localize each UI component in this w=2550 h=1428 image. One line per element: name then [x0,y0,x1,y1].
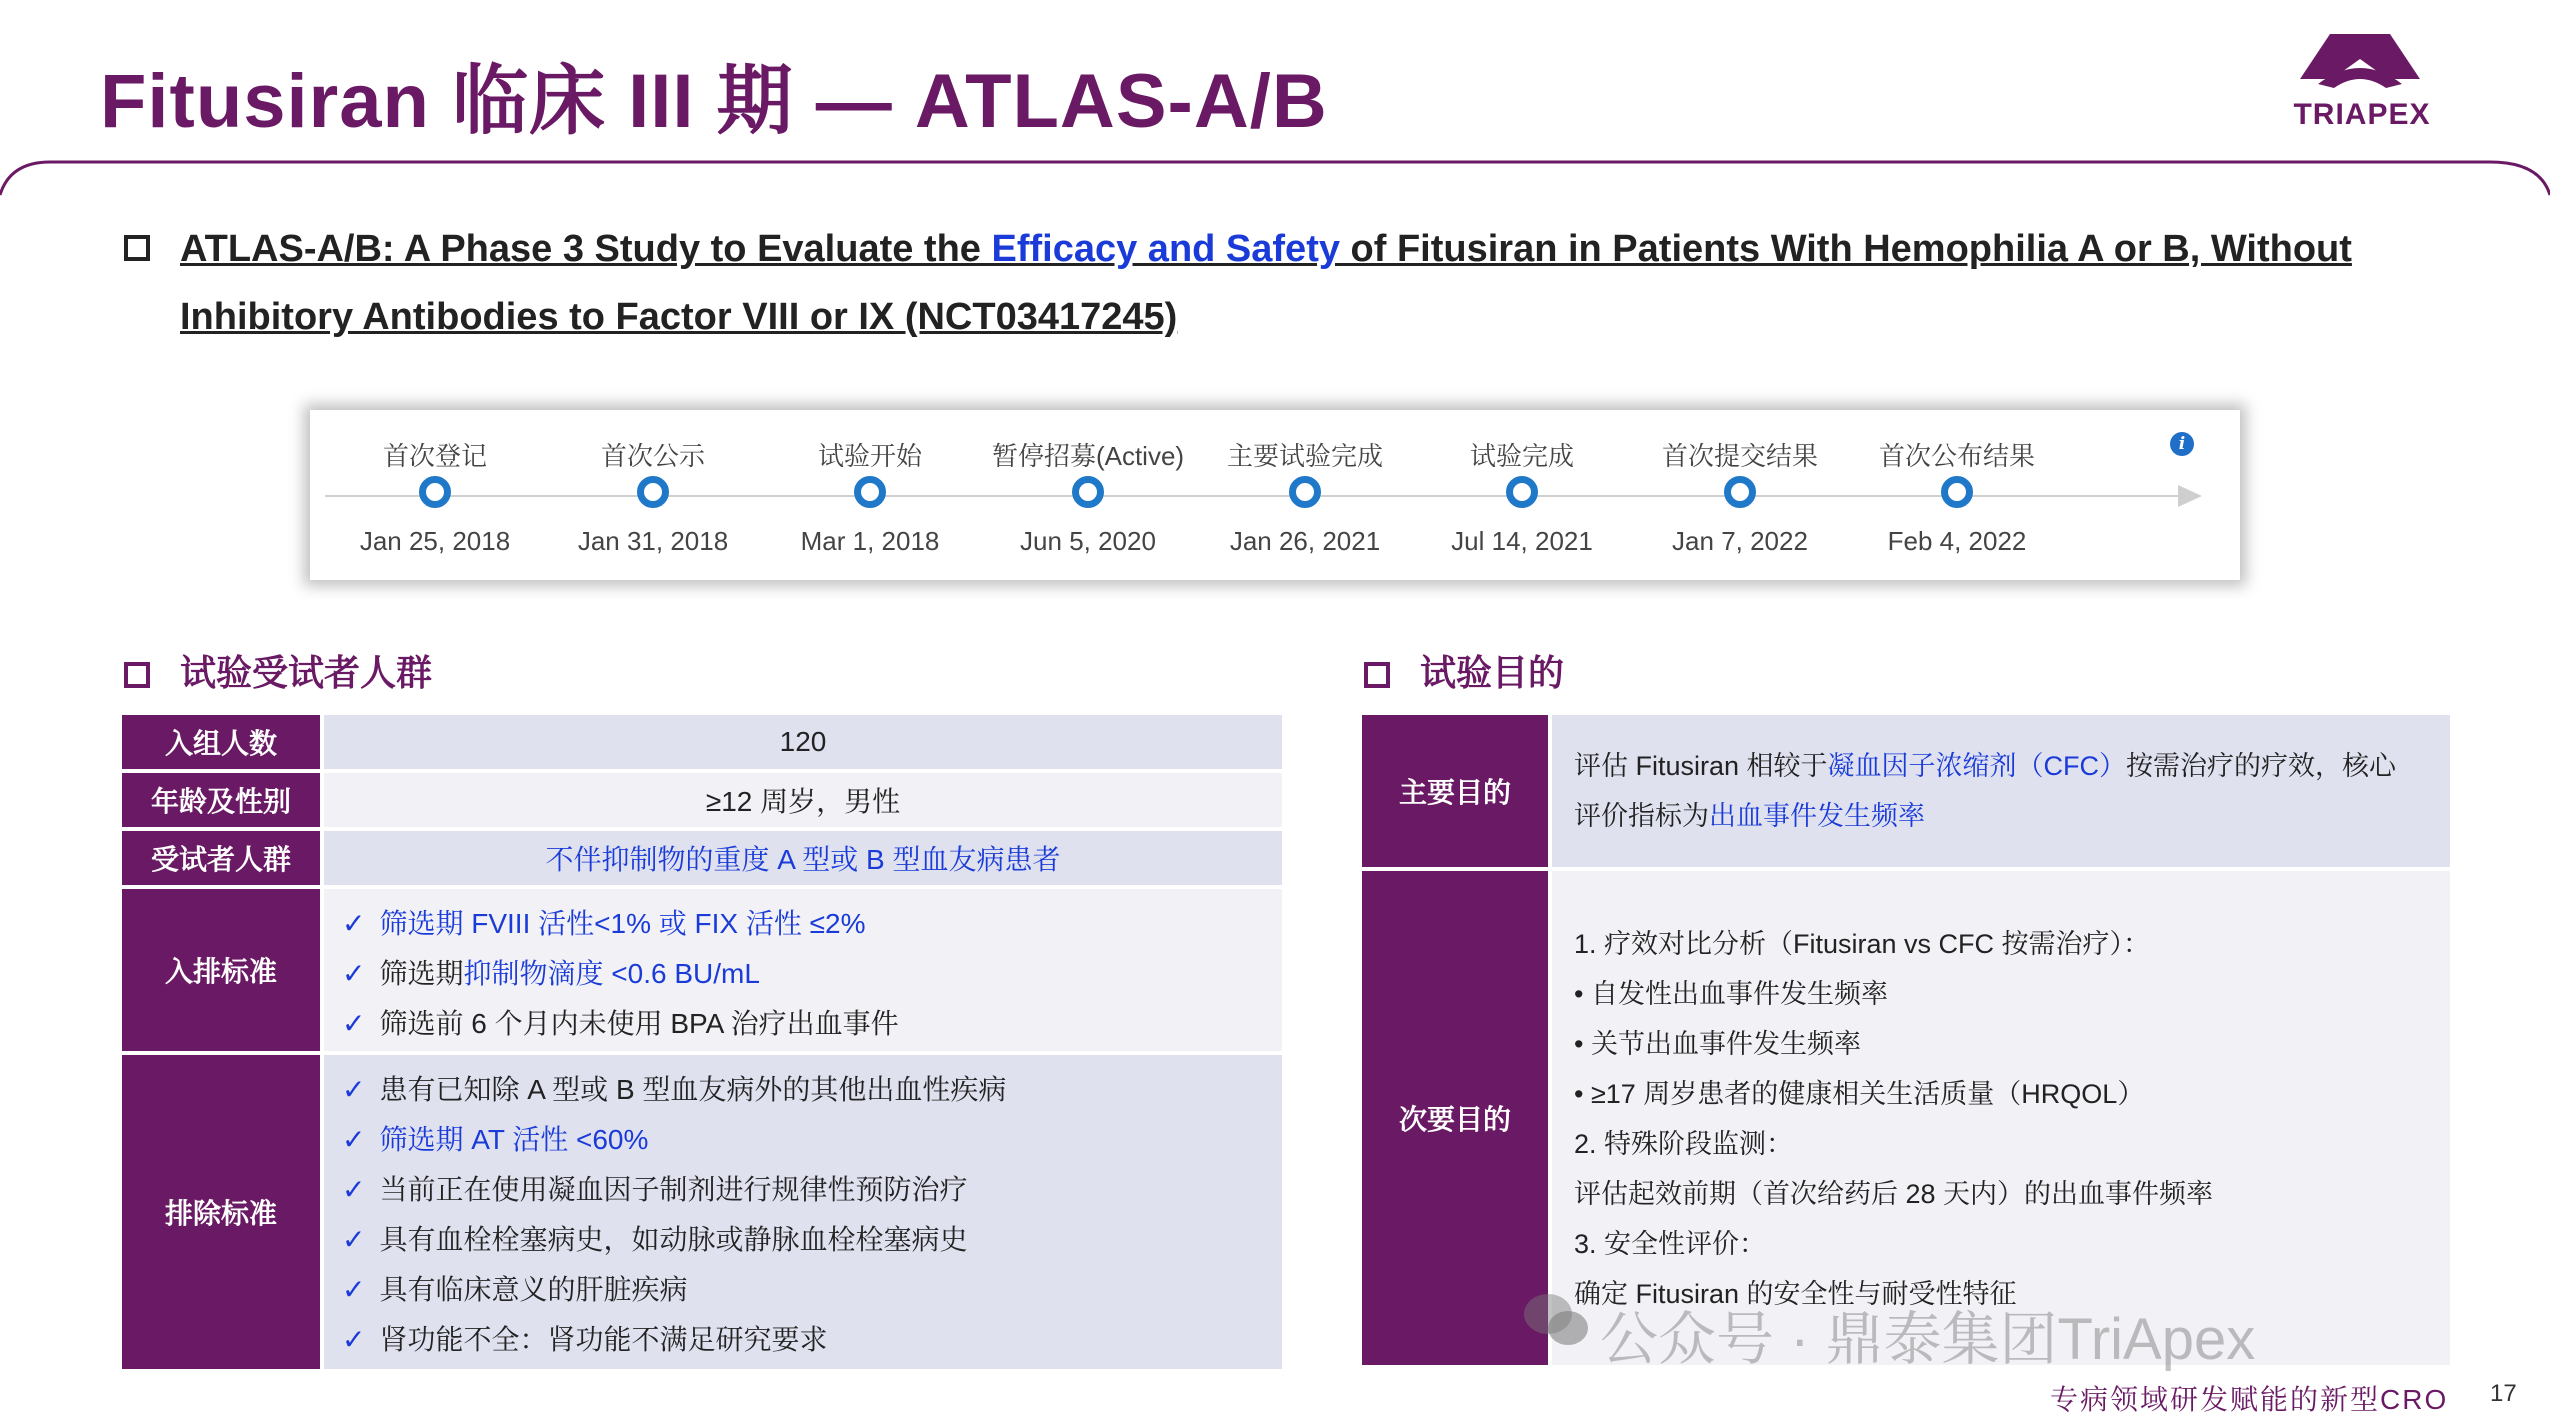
logo-text: TRIAPEX [2293,98,2431,131]
timeline-date: Mar 1, 2018 [800,526,940,556]
objective-line: • 自发性出血事件发生频率 [1574,979,1888,1009]
timeline-date: Jan 7, 2022 [1672,526,1808,556]
objectives-table [1362,715,2450,1365]
table-row [122,831,1282,889]
timeline-item [553,410,753,557]
list-item-text: 当前正在使用凝血因子制剂进行规律性预防治疗 [379,1174,968,1205]
watermark: 公众号 · 鼎泰集团TriApex [1600,1307,2256,1372]
objective-text: 按需治疗的疗效，核心 [2126,751,2397,781]
objectives-heading-text: 试验目的 [1420,652,1565,693]
timeline-item [988,410,1188,557]
wechat-icon [1522,1290,1590,1350]
page-number: 17 [2490,1380,2517,1407]
timeline-date: Jan 26, 2021 [1229,526,1381,556]
secondary-objectives [1552,871,2450,1365]
list-item-text: 患有已知除 A 型或 B 型血友病外的其他出血性疾病 [379,1074,1007,1105]
timeline-dot-icon [1941,476,1973,508]
list-item: ✓ 筛选前 6 个月内未使用 BPA 治疗出血事件 [342,1008,899,1039]
timeline-label: 试验完成 [1469,441,1574,471]
info-icon[interactable]: i [2170,432,2194,456]
population-heading-text: 试验受试者人群 [180,652,433,693]
page-title: Fitusiran 临床 III 期 — ATLAS-A/B [100,59,1328,144]
bullet-square [124,662,150,688]
objective-line: 确定 Fitusiran 的安全性与耐受性特征 [1574,1279,2017,1309]
list-item: ✓ 筛选期抑制物滴度 <0.6 BU/mL [342,958,760,989]
timeline-item [1422,410,1622,557]
list-item-highlight: 抑制物滴度 [463,958,604,989]
list-item: ✓ 患有已知除 A 型或 B 型血友病外的其他出血性疾病 [342,1074,1007,1105]
table-row [1362,715,2450,871]
footer-tagline: 专病领域研发赋能的新型CRO [2050,1384,2449,1415]
objective-line: 3. 安全性评价： [1574,1229,1767,1259]
population-heading [124,645,432,696]
objective-line: • 关节出血事件发生频率 [1574,1029,1861,1059]
timeline-label: 试验开始 [817,441,922,471]
list-item-highlight: <0.6 BU/mL [603,958,760,989]
table-row [122,773,1282,831]
list-item: ✓ 具有临床意义的肝脏疾病 [342,1274,688,1305]
timeline-label: 首次提交结果 [1661,441,1818,471]
list-item: ✓ 当前正在使用凝血因子制剂进行规律性预防治疗 [342,1174,968,1205]
timeline-dot-icon [1289,476,1321,508]
list-item-text: 筛选期 [379,958,464,989]
list-item-text: 具有血栓栓塞病史，如动脉或静脉血栓栓塞病史 [379,1224,968,1255]
timeline-label: 首次公布结果 [1878,441,2035,471]
row-header: 年龄及性别 [122,773,324,827]
bullet-square [1364,662,1390,688]
population-table [122,715,1282,1369]
primary-objective [1552,715,2450,867]
row-header: 排除标准 [122,1055,324,1369]
exclusion-list [324,1055,1282,1369]
timeline-date: Jan 31, 2018 [577,526,729,556]
objectives-heading [1364,645,1564,696]
list-item-text: 筛选期 AT 活性 <60% [379,1124,649,1155]
timeline-date: Feb 4, 2022 [1887,526,2027,556]
header-divider [0,150,2550,210]
objective-highlight: 出血事件发生频率 [1709,801,1925,831]
timeline-date: Jun 5, 2020 [1020,526,1156,556]
row-header: 主要目的 [1362,715,1552,867]
objective-line [1574,741,2428,791]
timeline-dot-icon [1072,476,1104,508]
objective-line: 1. 疗效对比分析（Fitusiran vs CFC 按需治疗）： [1574,929,2151,959]
timeline-item [770,410,970,557]
timeline-date: Jan 25, 2018 [359,526,511,556]
list-item-text: 具有临床意义的肝脏疾病 [379,1274,688,1305]
timeline-label: 主要试验完成 [1226,441,1383,471]
timeline-date: Jul 14, 2021 [1451,526,1593,556]
row-header: 受试者人群 [122,831,324,885]
objective-text: 评价指标为 [1574,801,1709,831]
list-item: ✓ 具有血栓栓塞病史，如动脉或静脉血栓栓塞病史 [342,1224,968,1255]
list-item: ✓ 肾功能不全：肾功能不满足研究要求 [342,1324,828,1355]
objective-line: • ≥17 周岁患者的健康相关生活质量（HRQOL） [1574,1079,2145,1109]
row-header: 入组人数 [122,715,324,769]
row-header: 次要目的 [1362,871,1552,1365]
timeline-arrow-icon [2178,485,2202,507]
timeline-label: 首次公示 [600,441,705,471]
list-item-text: 肾功能不全：肾功能不满足研究要求 [379,1324,828,1355]
timeline-label: 首次登记 [382,441,487,471]
objective-line: 评估起效前期（首次给药后 28 天内）的出血事件频率 [1574,1179,2214,1209]
timeline-dot-icon [1506,476,1538,508]
timeline-dot-icon [854,476,886,508]
list-item: ✓ 筛选期 AT 活性 <60% [342,1124,649,1155]
table-row [122,1055,1282,1369]
age-gender: ≥12 周岁，男性 [324,773,1282,827]
timeline-dot-icon [1724,476,1756,508]
list-item-text: 筛选期 FVIII 活性<1% 或 FIX 活性 ≤2% [379,908,866,939]
timeline-item [335,410,535,557]
inclusion-list [324,889,1282,1051]
subject-population: 不伴抑制物的重度 A 型或 B 型血友病患者 [324,831,1282,885]
list-item-text: 筛选前 6 个月内未使用 BPA 治疗出血事件 [379,1008,899,1039]
study-title-suffix: of Fitusiran in Patients With Hemophilia A or B, Without [1339,228,2352,270]
timeline-item [1640,410,1840,557]
objective-text: 评估 Fitusiran 相较于 [1574,751,1828,781]
study-timeline [310,410,2240,580]
objective-line [1574,791,2428,841]
objective-line: 2. 特殊阶段监测： [1574,1129,1794,1159]
bullet-square [124,235,150,261]
objective-highlight: 凝血因子浓缩剂（CFC） [1827,751,2127,781]
timeline-item [1857,410,2057,557]
timeline-item [1205,410,1405,557]
row-header: 入排标准 [122,889,324,1051]
study-title-highlight: Efficacy and Safety [991,228,1340,270]
list-item: ✓ 筛选期 FVIII 活性<1% 或 FIX 活性 ≤2% [342,908,866,939]
study-title-line2: Inhibitory Antibodies to Factor VIII or IX (NCT03417245) [180,296,1178,338]
enroll-count: 120 [324,715,1282,769]
timeline-label: 暂停招募(Active) [991,441,1185,471]
timeline-dot-icon [419,476,451,508]
study-title-prefix: ATLAS-A/B: A Phase 3 Study to Evaluate the [180,228,992,270]
table-row [122,715,1282,773]
study-title [180,215,2440,351]
timeline-dot-icon [637,476,669,508]
table-row [122,889,1282,1055]
